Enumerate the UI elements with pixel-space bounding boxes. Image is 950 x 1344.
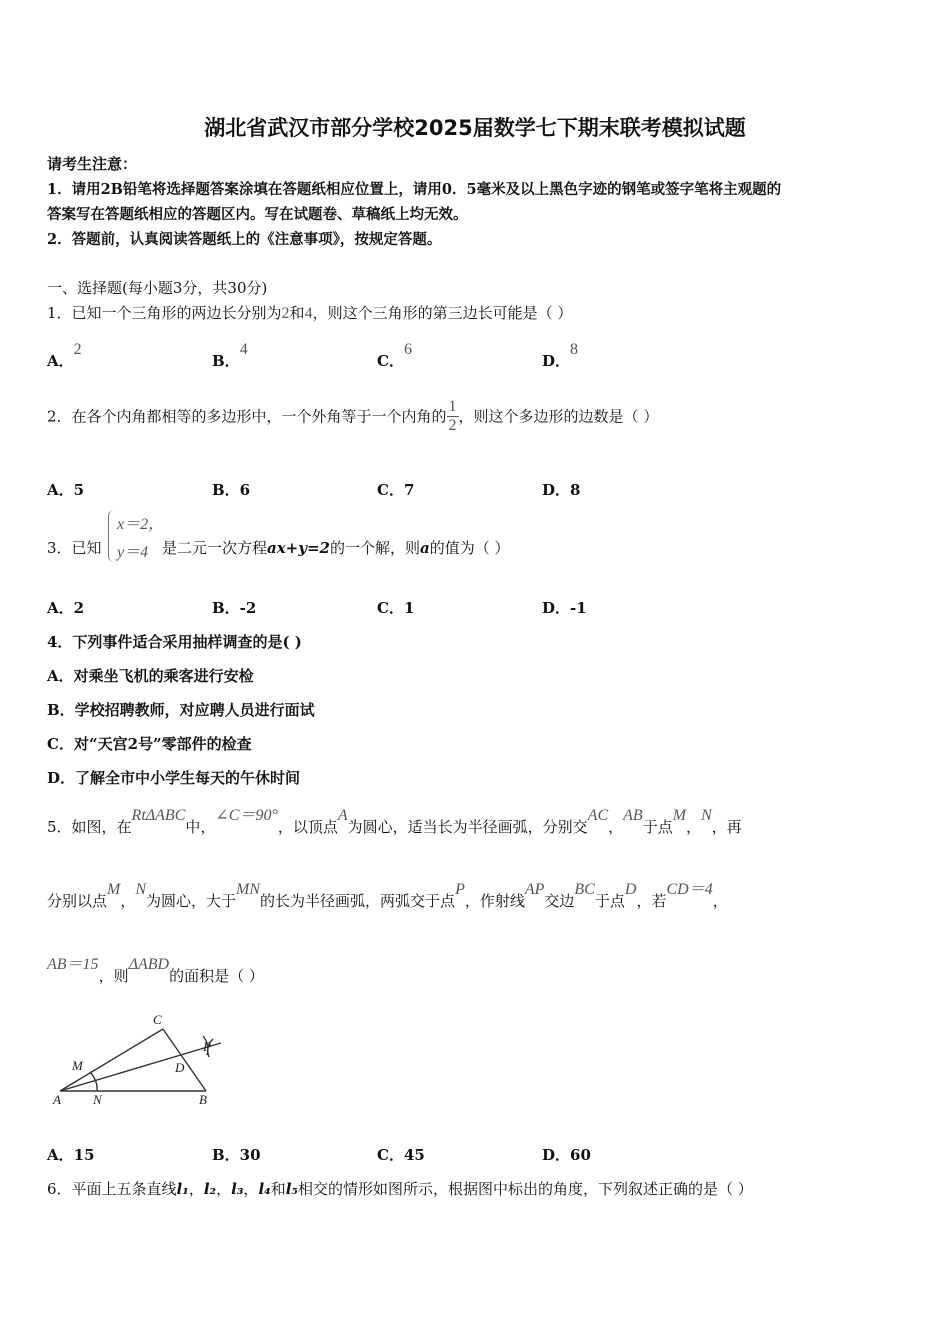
q5-option-c[interactable]: C．45 bbox=[377, 1146, 425, 1164]
question-5-line-2: 分别以点M，N为圆心，大于MN的长为半径画弧，两弧交于点P，作射线AP交边BC于点D，若CD＝4， bbox=[47, 881, 728, 910]
question-2-stem: 2．在各个内角都相等的多边形中，一个外角等于一个内角的 $\frac{1}{2}$ ，则这个多边形的边数是（ ） bbox=[47, 398, 659, 434]
question-5-line-3: AB＝15，则ΔABD的面积是（ ） bbox=[47, 956, 264, 985]
page-title: 湖北省武汉市部分学校2025届数学七下期末联考模拟试题 bbox=[204, 116, 746, 140]
q4-option-b[interactable]: B．学校招聘教师，对应聘人员进行面试 bbox=[47, 701, 315, 719]
fraction-half: $\frac{1}{2}$ bbox=[448, 398, 457, 434]
triangle-figure bbox=[45, 1005, 230, 1110]
q3-option-a[interactable]: A．2 bbox=[47, 599, 85, 617]
notice-line-1: 1．请用2B铅笔将选择题答案涂填在答题纸相应位置上，请用0．5毫米及以上黑色字迹的钢笔或签字笔将主观题的 bbox=[47, 181, 782, 198]
system-eq-1: x＝2， bbox=[117, 516, 165, 533]
q2-option-d[interactable]: D．8 bbox=[542, 481, 581, 499]
q3-option-c[interactable]: C．1 bbox=[377, 599, 415, 617]
question-5-line-1: 5．如图，在RtΔABC中，∠C＝90°，以顶点A为圆心，适当长为半径画弧，分别交AC，AB于点M，N，再 bbox=[47, 807, 742, 836]
label-d: D bbox=[175, 1060, 185, 1075]
question-3-stem: 是二元一次方程ax+y=2的一个解，则a的值为（ ） bbox=[162, 539, 510, 557]
label-n: N bbox=[93, 1092, 102, 1107]
q4-option-c[interactable]: C．对“天宫2号”零部件的检查 bbox=[47, 735, 252, 753]
notice-line-3: 2．答题前，认真阅读答题纸上的《注意事项》，按规定答题。 bbox=[47, 231, 442, 248]
q2-option-c[interactable]: C．7 bbox=[377, 481, 415, 499]
q4-option-a[interactable]: A．对乘坐飞机的乘客进行安检 bbox=[47, 667, 254, 685]
q2-option-a[interactable]: A．5 bbox=[47, 481, 85, 499]
q3-option-d[interactable]: D．-1 bbox=[542, 599, 587, 617]
label-b: B bbox=[199, 1092, 207, 1107]
label-p: P bbox=[203, 1039, 211, 1054]
question-3-stem-pre: 3．已知 bbox=[47, 539, 102, 557]
label-c: C bbox=[153, 1012, 162, 1027]
q1-option-a[interactable]: A．2 bbox=[47, 341, 82, 370]
ray-ap bbox=[60, 1043, 221, 1091]
q2-option-b[interactable]: B．6 bbox=[212, 481, 251, 499]
notice-line-2: 答案写在答题纸相应的答题区内。写在试题卷、草稿纸上均无效。 bbox=[47, 206, 468, 223]
q1-option-d[interactable]: D．8 bbox=[542, 341, 579, 370]
question-4-stem: 4．下列事件适合采用抽样调查的是( ) bbox=[47, 633, 302, 651]
label-m: M bbox=[72, 1058, 83, 1073]
q1-option-b[interactable]: B．4 bbox=[212, 341, 248, 370]
q5-option-a[interactable]: A．15 bbox=[47, 1146, 95, 1164]
q1-option-c[interactable]: C．6 bbox=[377, 341, 412, 370]
q3-option-b[interactable]: B．-2 bbox=[212, 599, 257, 617]
section-heading: 一、选择题(每小题3分，共30分) bbox=[47, 279, 268, 297]
side-bc bbox=[163, 1029, 206, 1091]
equation-system-brace bbox=[108, 510, 115, 562]
question-1-stem: 1．已知一个三角形的两边长分别为2和4，则这个三角形的第三边长可能是（ ） bbox=[47, 304, 573, 322]
q5-option-d[interactable]: D．60 bbox=[542, 1146, 591, 1164]
notice-heading: 请考生注意： bbox=[47, 155, 138, 173]
label-a: A bbox=[53, 1092, 61, 1107]
system-eq-2: y＝4 bbox=[117, 544, 149, 561]
question-6-stem: 6．平面上五条直线l₁，l₂，l₃，l₄和l₅相交的情形如图所示，根据图中标出的角度，下列叙述正确的是（ ） bbox=[47, 1180, 753, 1198]
q5-option-b[interactable]: B．30 bbox=[212, 1146, 261, 1164]
q4-option-d[interactable]: D．了解全市中小学生每天的午休时间 bbox=[47, 769, 301, 787]
